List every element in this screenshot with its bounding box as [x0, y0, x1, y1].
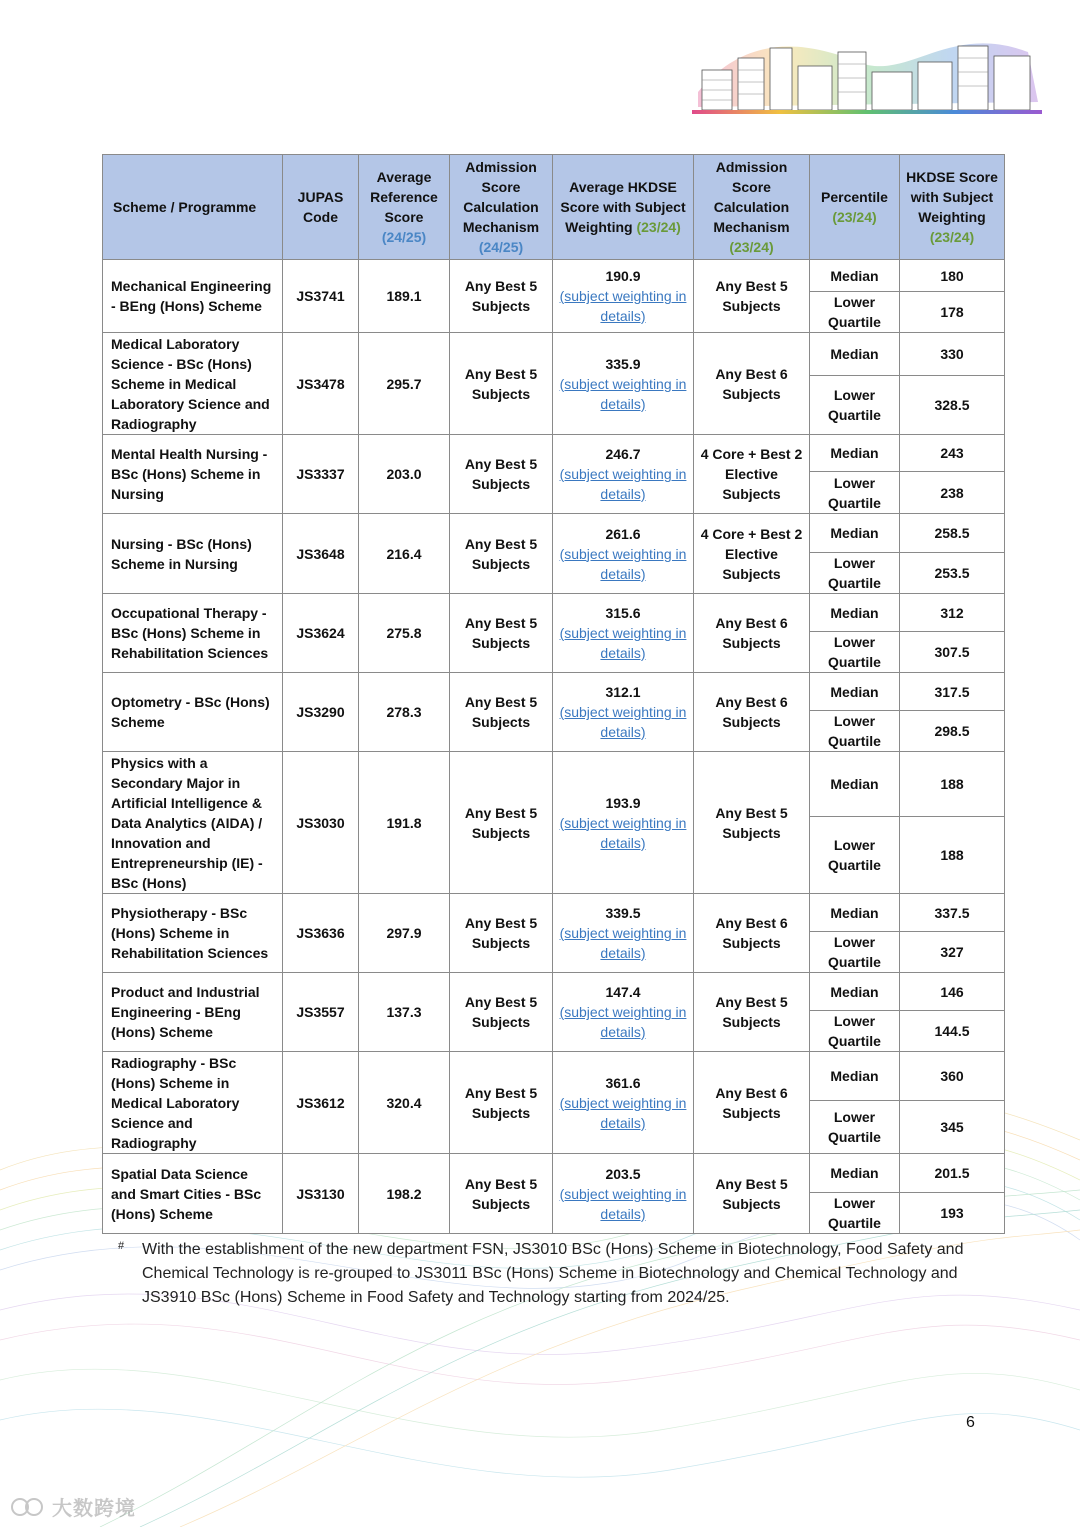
jupas-code: JS3030	[283, 752, 359, 894]
header-hkdse-sw-year: (23/24)	[929, 229, 975, 245]
median-score: 337.5	[900, 894, 1005, 932]
average-reference-score: 278.3	[359, 673, 450, 752]
percentile-lower-quartile-label: Lower Quartile	[810, 376, 900, 435]
subject-weighting-link[interactable]: (subject weighting in details)	[559, 925, 687, 961]
admission-mechanism-2425: Any Best 5 Subjects	[450, 894, 553, 973]
admission-mechanism-2425: Any Best 5 Subjects	[450, 435, 553, 514]
admission-mechanism-2324: Any Best 5 Subjects	[694, 260, 810, 333]
table-row	[103, 594, 1005, 632]
subject-weighting-link[interactable]: (subject weighting in details)	[559, 1094, 687, 1131]
footnote-mark: #	[118, 1240, 125, 1252]
admission-mechanism-2324: Any Best 6 Subjects	[694, 594, 810, 673]
lower-quartile-score: 188	[900, 817, 1005, 894]
percentile-lower-quartile-label: Lower Quartile	[810, 292, 900, 333]
scheme-name: Product and Industrial Engineering - BEng (Hons) Scheme	[103, 973, 283, 1052]
average-hkdse-score-cell	[553, 673, 694, 752]
jupas-code: JS3557	[283, 973, 359, 1052]
header-average-hkdse-score	[553, 155, 694, 260]
percentile-lower-quartile-label: Lower Quartile	[810, 711, 900, 752]
scheme-name: Occupational Therapy - BSc (Hons) Scheme in Rehabilitation Sciences	[103, 594, 283, 673]
header-percentile-label: Percentile	[821, 189, 888, 205]
page-number: 6	[966, 1414, 975, 1431]
table-row	[103, 973, 1005, 1011]
subject-weighting-link[interactable]: (subject weighting in details)	[559, 545, 687, 582]
lower-quartile-score: 253.5	[900, 553, 1005, 594]
average-hkdse-score: 193.9	[605, 794, 641, 811]
header-avg-ref-year: (24/25)	[381, 229, 427, 245]
admission-mechanism-2324: Any Best 6 Subjects	[694, 673, 810, 752]
average-hkdse-score: 203.5	[605, 1165, 641, 1182]
average-hkdse-score-cell	[553, 260, 694, 333]
average-reference-score: 189.1	[359, 260, 450, 333]
footnote-text: With the establishment of the new department FSN, JS3010 BSc (Hons) Scheme in Biotechnology, Food Safety and Chemical Technology is re-grouped to JS3011 BSc (Hons) Scheme in Biotechnology and Chemical Technology and JS3910 BSc (Hons) Scheme in Food Safety and Technology starting from 2024/25.	[142, 1241, 964, 1306]
header-percentile-year: (23/24)	[832, 209, 877, 225]
median-score: 146	[900, 973, 1005, 1011]
header-percentile	[810, 155, 900, 260]
average-hkdse-score-cell	[553, 752, 694, 894]
header-average-reference-score	[359, 155, 450, 260]
scheme-name: Mechanical Engineering - BEng (Hons) Scheme	[103, 260, 283, 333]
lower-quartile-score: 144.5	[900, 1011, 1005, 1052]
admission-mechanism-2425: Any Best 5 Subjects	[450, 514, 553, 594]
percentile-median-label: Median	[810, 1154, 900, 1193]
subject-weighting-link[interactable]: (subject weighting in details)	[559, 704, 687, 740]
percentile-median-label: Median	[810, 673, 900, 711]
subject-weighting-link[interactable]: (subject weighting in details)	[559, 625, 687, 661]
average-hkdse-score: 246.7	[605, 446, 641, 462]
percentile-median-label: Median	[810, 973, 900, 1011]
scheme-name: Optometry - BSc (Hons) Scheme	[103, 673, 283, 752]
admission-mechanism-2324: Any Best 6 Subjects	[694, 1052, 810, 1154]
table-row	[103, 260, 1005, 292]
admission-mechanism-2324: Any Best 5 Subjects	[694, 1154, 810, 1234]
percentile-median-label: Median	[810, 260, 900, 292]
header-avg-hkdse-label: Average HKDSE Score with Subject Weighting	[560, 179, 686, 235]
average-hkdse-score-cell	[553, 435, 694, 514]
median-score: 201.5	[900, 1154, 1005, 1193]
median-score: 188	[900, 752, 1005, 817]
median-score: 317.5	[900, 673, 1005, 711]
admission-mechanism-2324: Any Best 6 Subjects	[694, 333, 810, 435]
lower-quartile-score: 307.5	[900, 632, 1005, 673]
percentile-lower-quartile-label: Lower Quartile	[810, 817, 900, 894]
admission-mechanism-2425: Any Best 5 Subjects	[450, 973, 553, 1052]
header-admission-mechanism-2425	[450, 155, 553, 260]
jupas-code: JS3741	[283, 260, 359, 333]
average-hkdse-score-cell	[553, 514, 694, 594]
lower-quartile-score: 178	[900, 292, 1005, 333]
lower-quartile-score: 298.5	[900, 711, 1005, 752]
average-reference-score: 275.8	[359, 594, 450, 673]
jupas-code: JS3648	[283, 514, 359, 594]
subject-weighting-link[interactable]: (subject weighting in details)	[559, 375, 687, 412]
percentile-median-label: Median	[810, 514, 900, 553]
jupas-code: JS3337	[283, 435, 359, 514]
header-hkdse-score-weighting	[900, 155, 1005, 260]
admission-mechanism-2425: Any Best 5 Subjects	[450, 1052, 553, 1154]
subject-weighting-link[interactable]: (subject weighting in details)	[559, 288, 687, 324]
average-hkdse-score: 361.6	[605, 1074, 641, 1091]
lower-quartile-score: 327	[900, 932, 1005, 973]
jupas-code: JS3612	[283, 1052, 359, 1154]
header-hkdse-sw-label: HKDSE Score with Subject Weighting	[906, 169, 998, 225]
table-row	[103, 894, 1005, 932]
percentile-median-label: Median	[810, 435, 900, 472]
percentile-median-label: Median	[810, 594, 900, 632]
lower-quartile-score: 238	[900, 472, 1005, 514]
scheme-name: Physiotherapy - BSc (Hons) Scheme in Rehabilitation Sciences	[103, 894, 283, 973]
scheme-name: Physics with a Secondary Major in Artificial Intelligence & Data Analytics (AIDA) / Innovation and Entrepreneurship (IE) - BSc (Hons)	[103, 752, 283, 894]
table-row	[103, 333, 1005, 376]
header-scheme	[103, 155, 283, 260]
median-score: 243	[900, 435, 1005, 472]
scheme-name: Mental Health Nursing - BSc (Hons) Scheme in Nursing	[103, 435, 283, 514]
average-reference-score: 198.2	[359, 1154, 450, 1234]
percentile-median-label: Median	[810, 894, 900, 932]
average-reference-score: 137.3	[359, 973, 450, 1052]
header-jupas-label: JUPAS Code	[297, 189, 344, 225]
scheme-name: Spatial Data Science and Smart Cities - BSc (Hons) Scheme	[103, 1154, 283, 1234]
subject-weighting-link[interactable]: (subject weighting in details)	[559, 1185, 687, 1222]
header-avg-ref-label: Average Reference Score	[370, 169, 438, 225]
average-hkdse-score-cell	[553, 594, 694, 673]
average-hkdse-score: 261.6	[605, 525, 641, 542]
average-hkdse-score: 339.5	[605, 905, 641, 921]
header-mech1-year: (24/25)	[478, 239, 524, 255]
table-row	[103, 435, 1005, 472]
average-hkdse-score: 312.1	[605, 684, 641, 700]
table-row	[103, 673, 1005, 711]
percentile-lower-quartile-label: Lower Quartile	[810, 932, 900, 973]
header-scheme-label: Scheme / Programme	[113, 199, 257, 215]
average-hkdse-score-cell	[553, 1052, 694, 1154]
percentile-lower-quartile-label: Lower Quartile	[810, 632, 900, 673]
jupas-code: JS3636	[283, 894, 359, 973]
header-mech2-year: (23/24)	[729, 239, 774, 255]
scheme-name: Nursing - BSc (Hons) Scheme in Nursing	[103, 514, 283, 594]
table-header-row	[103, 155, 1005, 260]
lower-quartile-score: 328.5	[900, 376, 1005, 435]
average-reference-score: 203.0	[359, 435, 450, 514]
median-score: 360	[900, 1052, 1005, 1101]
footnote	[118, 1238, 998, 1310]
average-hkdse-score: 335.9	[605, 355, 641, 372]
admission-mechanism-2425: Any Best 5 Subjects	[450, 333, 553, 435]
admission-scores-table	[102, 154, 1005, 1234]
percentile-median-label: Median	[810, 333, 900, 376]
percentile-lower-quartile-label: Lower Quartile	[810, 1101, 900, 1154]
header-mech1-label: Admission Score Calculation Mechanism	[462, 159, 540, 235]
table-row	[103, 1052, 1005, 1101]
percentile-lower-quartile-label: Lower Quartile	[810, 553, 900, 594]
average-reference-score: 191.8	[359, 752, 450, 894]
median-score: 258.5	[900, 514, 1005, 553]
percentile-lower-quartile-label: Lower Quartile	[810, 1193, 900, 1234]
table-body	[103, 260, 1005, 1234]
admission-mechanism-2425: Any Best 5 Subjects	[450, 260, 553, 333]
admission-mechanism-2425: Any Best 5 Subjects	[450, 752, 553, 894]
subject-weighting-link[interactable]: (subject weighting in details)	[559, 466, 687, 502]
header-mech2-label: Admission Score Calculation Mechanism	[713, 159, 790, 235]
watermark-text: 大数跨境	[52, 1498, 136, 1520]
admission-mechanism-2324: Any Best 6 Subjects	[694, 894, 810, 973]
average-reference-score: 320.4	[359, 1052, 450, 1154]
admission-mechanism-2324: 4 Core + Best 2 Elective Subjects	[694, 435, 810, 514]
admission-mechanism-2425: Any Best 5 Subjects	[450, 1154, 553, 1234]
median-score: 312	[900, 594, 1005, 632]
jupas-code: JS3290	[283, 673, 359, 752]
jupas-code: JS3478	[283, 333, 359, 435]
average-hkdse-score-cell	[553, 333, 694, 435]
table-row	[103, 1154, 1005, 1193]
median-score: 330	[900, 333, 1005, 376]
watermark	[10, 1492, 136, 1521]
median-score: 180	[900, 260, 1005, 292]
admission-mechanism-2324: Any Best 5 Subjects	[694, 973, 810, 1052]
average-hkdse-score-cell	[553, 973, 694, 1052]
percentile-median-label: Median	[810, 752, 900, 817]
admission-mechanism-2324: Any Best 5 Subjects	[694, 752, 810, 894]
average-reference-score: 295.7	[359, 333, 450, 435]
admission-mechanism-2324: 4 Core + Best 2 Elective Subjects	[694, 514, 810, 594]
campus-buildings-illustration	[688, 22, 1048, 132]
average-hkdse-score: 147.4	[605, 984, 641, 1000]
scheme-name: Medical Laboratory Science - BSc (Hons) Scheme in Medical Laboratory Science and Radiography	[103, 333, 283, 435]
average-hkdse-score: 315.6	[605, 605, 641, 621]
average-reference-score: 297.9	[359, 894, 450, 973]
average-reference-score: 216.4	[359, 514, 450, 594]
watermark-logo-icon	[10, 1496, 46, 1518]
header-admission-mechanism-2324	[694, 155, 810, 260]
scheme-name: Radiography - BSc (Hons) Scheme in Medical Laboratory Science and Radiography	[103, 1052, 283, 1154]
lower-quartile-score: 193	[900, 1193, 1005, 1234]
jupas-code: JS3624	[283, 594, 359, 673]
subject-weighting-link[interactable]: (subject weighting in details)	[559, 1004, 687, 1040]
percentile-lower-quartile-label: Lower Quartile	[810, 472, 900, 514]
table-row	[103, 752, 1005, 817]
lower-quartile-score: 345	[900, 1101, 1005, 1154]
admission-mechanism-2425: Any Best 5 Subjects	[450, 673, 553, 752]
percentile-lower-quartile-label: Lower Quartile	[810, 1011, 900, 1052]
subject-weighting-link[interactable]: (subject weighting in details)	[559, 814, 687, 851]
average-hkdse-score-cell	[553, 1154, 694, 1234]
header-jupas-code	[283, 155, 359, 260]
admission-mechanism-2425: Any Best 5 Subjects	[450, 594, 553, 673]
percentile-median-label: Median	[810, 1052, 900, 1101]
table-row	[103, 514, 1005, 553]
average-hkdse-score: 190.9	[605, 268, 641, 284]
header-avg-hkdse-year: (23/24)	[636, 219, 681, 235]
jupas-code: JS3130	[283, 1154, 359, 1234]
average-hkdse-score-cell	[553, 894, 694, 973]
